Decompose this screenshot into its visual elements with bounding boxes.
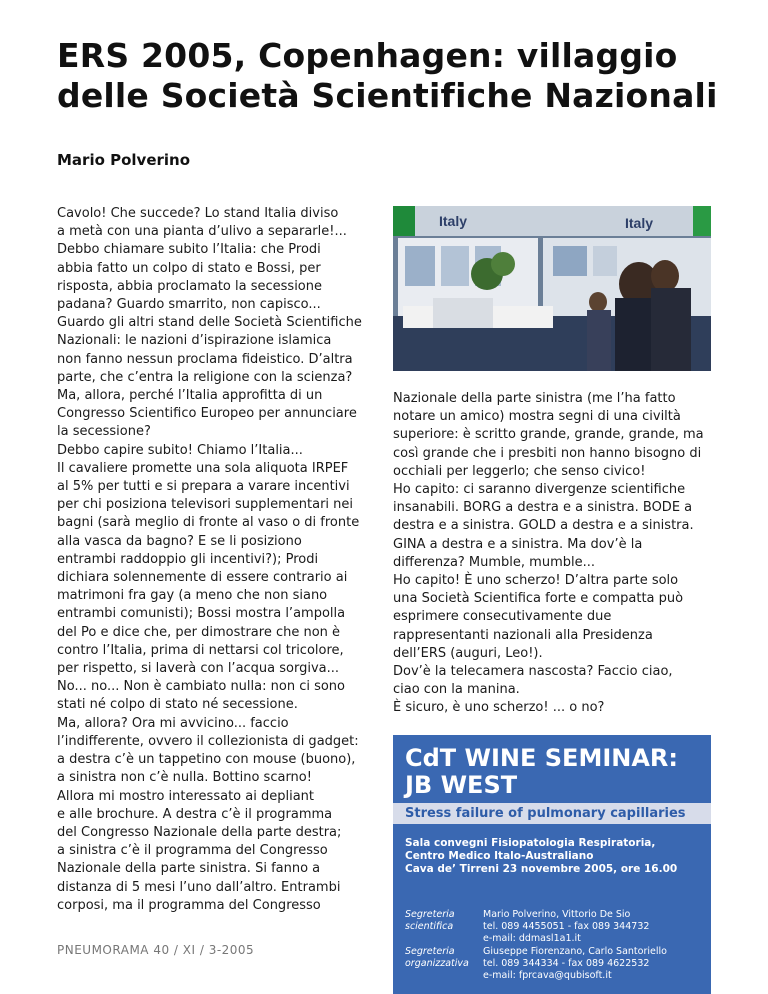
text-line: alla vasca da bagno? E se li posiziono [57, 533, 302, 549]
text-line: Allora mi mostro interessato ai depliant [57, 788, 314, 804]
text-line: Nazionale della parte sinistra (me l’ha fatto [393, 391, 676, 406]
article-title-line-2: delle Società Scientifiche Nazionali [57, 76, 718, 115]
text-line: corposi, ma il programma del Congresso [57, 897, 321, 913]
text-line: entrambi comunisti); Bossi mostra l’ampolla [57, 606, 346, 622]
stand-photo-image [393, 206, 711, 371]
ad-contact-value [483, 946, 667, 982]
article-left-column [57, 205, 382, 915]
text-line: notare un amico) mostra segni di una civiltà [393, 409, 681, 425]
ad-contact-label-line: scientifica [405, 921, 454, 932]
ad-contact-value-line: tel. 089 344334 - fax 089 4622532 [483, 958, 650, 969]
text-line: Cavolo! Che succede? Lo stand Italia diviso [57, 206, 339, 221]
article-title [57, 36, 747, 116]
article-author: Mario Polverino [57, 151, 191, 169]
text-line: rappresentanti nazionali alla Presidenza [393, 627, 653, 643]
article-right-column [393, 390, 713, 718]
text-line: esprimere consecutivamente due [393, 609, 612, 625]
text-line: distanza di 5 mesi l’uno dall’altro. Entrambi [57, 879, 341, 895]
ad-title [405, 745, 678, 799]
text-line: parte, che c’entra la religione con la scienza? [57, 369, 353, 385]
ad-contact-label [405, 946, 469, 970]
ad-contact-value [483, 909, 649, 945]
text-line: del Congresso Nazionale della parte destra; [57, 824, 342, 840]
text-line: GINA a destra e a sinistra. Ma dov’è la [393, 536, 643, 552]
text-line: a destra c’è un tappetino con mouse (buono), [57, 752, 356, 768]
text-line: padana? Guardo smarrito, non capisco... [57, 297, 321, 313]
ad-title-line-2: JB WEST [405, 771, 518, 799]
text-line: abbia fatto un colpo di stato e Bossi, per [57, 260, 321, 276]
ad-contact-label-line: organizzativa [405, 958, 469, 969]
text-line: È sicuro, è uno scherzo! ... o no? [393, 700, 605, 716]
text-line: Debbo capire subito! Chiamo l’Italia... [57, 442, 303, 458]
ad-contact-email[interactable]: e-mail: fprcava@qubisoft.it [483, 970, 612, 981]
page-footer: PNEUMORAMA 40 / XI / 3-2005 [57, 943, 255, 957]
text-line: Ma, allora, perché l’Italia approfitta di un [57, 388, 323, 404]
text-line: del Po e dice che, per dimostrare che non è [57, 624, 341, 640]
text-line: Ma, allora? Ora mi avvicino... faccio [57, 715, 289, 731]
text-line: la secessione? [57, 424, 151, 440]
ad-contact-label-line: Segreteria [405, 946, 455, 957]
text-line: occhiali per leggerlo; che senso civico! [393, 463, 646, 479]
seminar-ad [393, 735, 711, 994]
ad-venue [405, 837, 677, 876]
text-line: superiore: è scritto grande, grande, grande, ma [393, 427, 704, 443]
ad-venue-line: Sala convegni Fisiopatologia Respiratoria, [405, 837, 656, 849]
text-line: una Società Scientifica forte e compatta può [393, 591, 684, 607]
ad-title-line-1: CdT WINE SEMINAR: [405, 744, 678, 772]
ad-venue-line: Centro Medico Italo-Australiano [405, 850, 594, 862]
text-line: e alle brochure. A destra c’è il programma [57, 806, 333, 822]
text-line: Il cavaliere promette una sola aliquota IRPEF [57, 460, 349, 476]
text-line: entrambi raddoppio gli incentivi?); Prodi [57, 551, 319, 567]
text-line: Congresso Scientifico Europeo per annunciare [57, 406, 357, 422]
text-line: matrimoni fra gay (a meno che non siano [57, 588, 328, 604]
text-line: a sinistra non c’è nulla. Bottino scarno! [57, 770, 312, 786]
ad-venue-line: Cava de’ Tirreni 23 novembre 2005, ore 16.00 [405, 863, 678, 875]
ad-contact-value-line: tel. 089 4455051 - fax 089 344732 [483, 921, 650, 932]
text-line: Nazionale della parte sinistra. Si fanno a [57, 861, 321, 877]
text-line: per rispetto, si laverà con l’acqua sorgiva... [57, 661, 340, 677]
text-line: No... no... Non è cambiato nulla: non ci sono [57, 679, 345, 695]
text-line: insanabili. BORG a destra e a sinistra. BODE a [393, 500, 693, 516]
text-line: dell’ERS (auguri, Leo!). [393, 645, 543, 661]
text-line: Ho capito! È uno scherzo! D’altra parte solo [393, 573, 679, 589]
sign-left: Italy [439, 213, 468, 229]
text-line: Nazionali: le nazioni d’ispirazione islamica [57, 333, 332, 349]
ad-contact-label [405, 909, 455, 933]
ad-contact-email[interactable]: e-mail: ddmasl1a1.it [483, 933, 581, 944]
text-line: risposta, abbia proclamato la secessione [57, 278, 322, 294]
stand-photo [393, 206, 711, 371]
ad-contact-label-line: Segreteria [405, 909, 455, 920]
text-line: differenza? Mumble, mumble... [393, 554, 596, 570]
text-line: dichiara solennemente di essere contrario ai [57, 570, 348, 586]
text-line: per chi posiziona televisori supplementari nei [57, 497, 354, 513]
ad-contact-value-line: Giuseppe Fiorenzano, Carlo Santoriello [483, 946, 667, 957]
text-line: a metà con una pianta d’ulivo a separarle!... [57, 224, 347, 240]
text-line: al 5% per tutti e si prepara a varare incentivi [57, 479, 350, 495]
text-line: così grande che i presbiti non hanno bisogno di [393, 445, 702, 461]
text-line: a sinistra c’è il programma del Congresso [57, 843, 328, 859]
ad-contact-value-line: Mario Polverino, Vittorio De Sio [483, 909, 631, 920]
text-line: Debbo chiamare subito l’Italia: che Prodi [57, 242, 321, 258]
text-line: bagni (sarà meglio di fronte al vaso o di fronte [57, 515, 360, 531]
text-line: contro l’Italia, prima di nettarsi col tricolore, [57, 642, 344, 658]
ad-subtitle-band [393, 803, 711, 824]
text-line: Dov’è la telecamera nascosta? Faccio ciao, [393, 664, 673, 680]
text-line: Ho capito: ci saranno divergenze scientifiche [393, 482, 686, 498]
text-line: non fanno nessun proclama fideistico. D’altra [57, 351, 353, 367]
text-line: stati né colpo di stato né secessione. [57, 697, 298, 713]
text-line: Guardo gli altri stand delle Società Scientifiche [57, 315, 362, 331]
text-line: l’indifferente, ovvero il collezionista di gadget: [57, 733, 359, 749]
ad-subtitle: Stress failure of pulmonary capillaries [405, 806, 686, 821]
article-title-line-1: ERS 2005, Copenhagen: villaggio [57, 36, 678, 75]
sign-right: Italy [625, 215, 654, 231]
text-line: ciao con la manina. [393, 682, 520, 698]
text-line: destra e a sinistra. GOLD a destra e a sinistra. [393, 518, 694, 534]
